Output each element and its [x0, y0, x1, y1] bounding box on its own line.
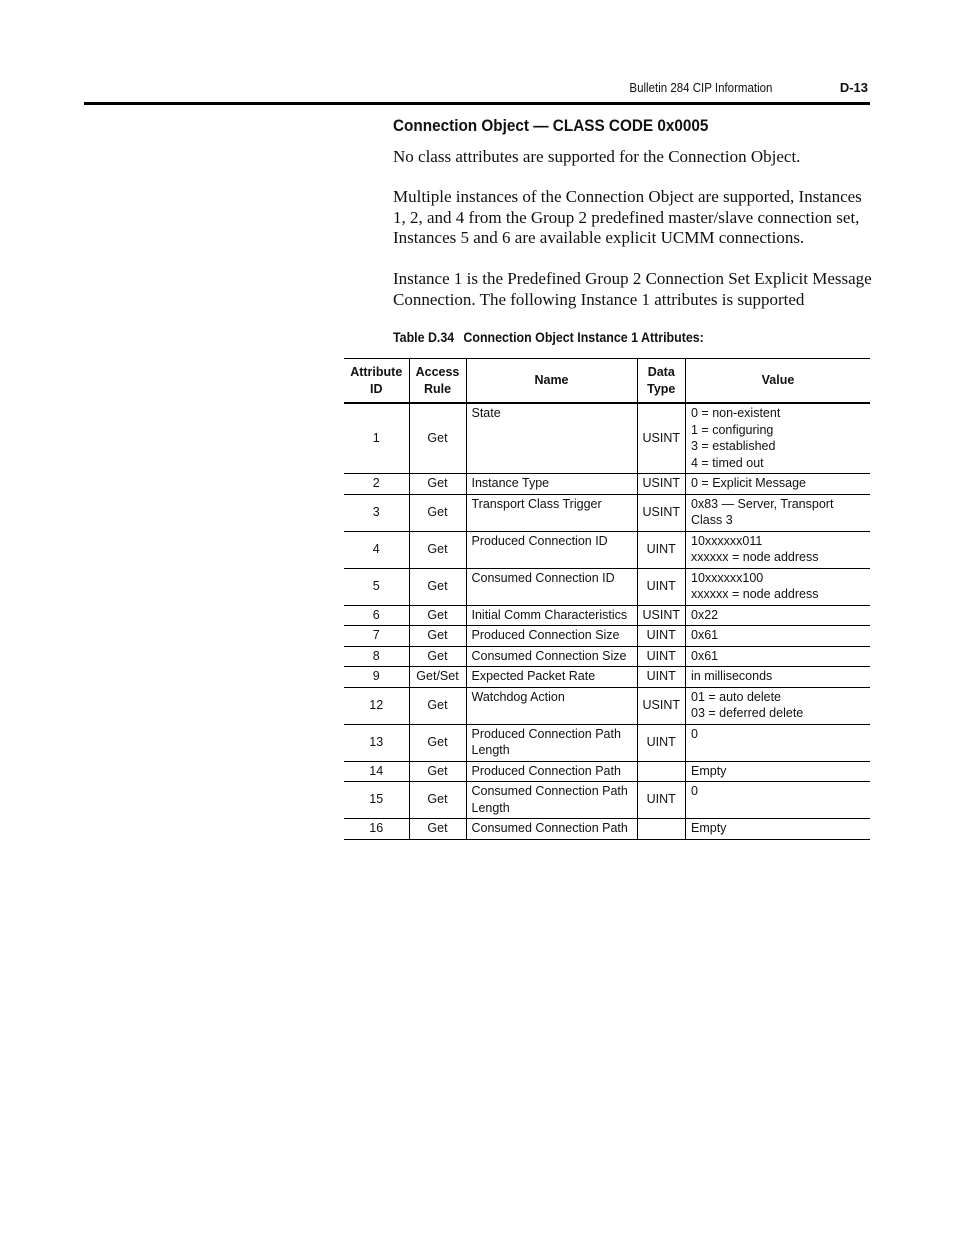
access-rule-cell: Get — [409, 646, 466, 667]
attribute-id-cell: 13 — [344, 724, 409, 761]
name-cell — [466, 605, 637, 626]
cell-line: 4 = timed out — [691, 455, 764, 470]
cell-line: Consumed Connection Size — [471, 648, 627, 663]
access-rule-cell: Get — [409, 568, 466, 605]
cell-line: 01 = auto delete — [691, 689, 782, 704]
attribute-id-cell: 6 — [344, 605, 409, 626]
header-data-type — [637, 359, 686, 404]
header-line: ID — [370, 381, 383, 396]
header-line: Rule — [423, 381, 452, 396]
table-row — [344, 568, 870, 605]
paragraph-2: Multiple instances of the Connection Object are supported, Instances 1, 2, and 4 from the Group 2 predefined master/slave connection set, Instances 5 and 6 are available explicit UCMM connections. — [393, 187, 862, 247]
cell-line: Produced Connection Path — [471, 763, 621, 778]
table-row — [344, 761, 870, 782]
data-type-cell: UINT — [637, 626, 686, 647]
value-cell — [686, 474, 871, 495]
cell-line: 0 = non-existent — [691, 406, 781, 420]
data-type-cell: USINT — [637, 494, 686, 531]
data-type-cell — [637, 819, 686, 840]
access-rule-cell: Get — [409, 724, 466, 761]
cell-line: Produced Connection Path — [471, 726, 621, 741]
cell-line: 1 = configuring — [691, 422, 774, 437]
page-number: D-13 — [839, 80, 868, 95]
data-type-cell: UINT — [637, 531, 686, 568]
table-row — [344, 531, 870, 568]
section-heading: Connection Object — CLASS CODE 0x0005 — [393, 116, 709, 135]
cell-line: Empty — [691, 763, 727, 778]
value-cell — [686, 761, 871, 782]
table-row — [344, 667, 870, 688]
cell-line: Length — [471, 800, 510, 815]
name-cell — [466, 687, 637, 724]
access-rule-cell: Get — [409, 474, 466, 495]
cell-line: Consumed Connection Path — [471, 784, 628, 798]
table-row — [344, 494, 870, 531]
value-cell — [686, 782, 871, 819]
cell-line: Instance Type — [471, 476, 550, 490]
value-cell — [686, 687, 871, 724]
data-type-cell: USINT — [637, 403, 686, 474]
name-cell — [466, 626, 637, 647]
value-cell — [686, 568, 871, 605]
name-cell — [466, 403, 637, 474]
cell-line: 0x83 — Server, Transport — [691, 496, 834, 511]
value-cell — [686, 646, 871, 667]
access-rule-cell: Get — [409, 494, 466, 531]
attribute-id-cell: 2 — [344, 474, 409, 495]
data-type-cell: UINT — [637, 782, 686, 819]
value-cell — [686, 819, 871, 840]
header-line: Access — [415, 365, 460, 379]
cell-line: Produced Connection Size — [471, 628, 620, 642]
cell-line: Watchdog Action — [471, 689, 565, 704]
value-cell — [686, 531, 871, 568]
page-header — [0, 80, 954, 100]
name-cell — [466, 761, 637, 782]
name-cell — [466, 819, 637, 840]
header-line: Data — [647, 365, 675, 379]
table-row — [344, 626, 870, 647]
data-type-cell: UINT — [637, 667, 686, 688]
access-rule-cell: Get — [409, 531, 466, 568]
header-attribute-id — [344, 359, 409, 404]
attribute-id-cell: 9 — [344, 667, 409, 688]
cell-line: 10xxxxxx011 — [691, 533, 763, 548]
value-cell — [686, 667, 871, 688]
header-line: Attribute — [350, 365, 403, 379]
access-rule-cell: Get — [409, 782, 466, 819]
cell-line: 0 = Explicit Message — [691, 476, 806, 490]
table-label: Table D.34 — [393, 330, 455, 345]
header-line: Name — [534, 373, 569, 388]
data-type-cell: USINT — [637, 474, 686, 495]
cell-line: xxxxxx = node address — [691, 550, 819, 564]
attribute-id-cell: 5 — [344, 568, 409, 605]
data-type-cell: UINT — [637, 568, 686, 605]
access-rule-cell: Get — [409, 605, 466, 626]
running-header: Bulletin 284 CIP Information — [629, 81, 772, 95]
table-row — [344, 474, 870, 495]
cell-line: State — [471, 406, 501, 420]
cell-line: Expected Packet Rate — [471, 669, 596, 683]
attribute-id-cell: 16 — [344, 819, 409, 840]
cell-line: xxxxxx = node address — [691, 587, 819, 601]
access-rule-cell: Get — [409, 819, 466, 840]
attributes-table — [344, 358, 870, 840]
cell-line: 0x61 — [691, 648, 719, 663]
header-name — [466, 359, 637, 404]
cell-line: Class 3 — [691, 513, 733, 527]
table-row — [344, 819, 870, 840]
cell-line: Length — [471, 743, 510, 757]
data-type-cell: USINT — [637, 605, 686, 626]
name-cell — [466, 474, 637, 495]
header-line: Type — [647, 381, 676, 396]
attribute-id-cell: 8 — [344, 646, 409, 667]
table-row — [344, 403, 870, 474]
value-cell — [686, 626, 871, 647]
access-rule-cell: Get — [409, 626, 466, 647]
table-row — [344, 687, 870, 724]
header-rule — [84, 102, 870, 105]
attribute-id-cell: 1 — [344, 403, 409, 474]
name-cell — [466, 494, 637, 531]
table-row — [344, 646, 870, 667]
cell-line: in milliseconds — [691, 669, 773, 683]
header-access-rule — [409, 359, 466, 404]
access-rule-cell: Get — [409, 403, 466, 474]
table-row — [344, 724, 870, 761]
name-cell — [466, 667, 637, 688]
data-type-cell: UINT — [637, 646, 686, 667]
access-rule-cell: Get/Set — [409, 667, 466, 688]
name-cell — [466, 782, 637, 819]
table-row — [344, 605, 870, 626]
cell-line: 0x22 — [691, 607, 719, 622]
value-cell — [686, 605, 871, 626]
cell-line: Consumed Connection ID — [471, 570, 615, 585]
table-row — [344, 782, 870, 819]
attribute-id-cell: 3 — [344, 494, 409, 531]
cell-line: 0 — [691, 784, 698, 798]
paragraph-1: No class attributes are supported for the Connection Object. — [393, 147, 801, 166]
cell-line: 3 = established — [691, 439, 776, 453]
attribute-id-cell: 12 — [344, 687, 409, 724]
cell-line: 0x61 — [691, 628, 719, 642]
cell-line: 03 = deferred delete — [691, 706, 804, 720]
name-cell — [466, 531, 637, 568]
cell-line: Consumed Connection Path — [471, 821, 628, 835]
cell-line: Initial Comm Characteristics — [471, 607, 628, 622]
data-type-cell: UINT — [637, 724, 686, 761]
attribute-id-cell: 14 — [344, 761, 409, 782]
value-cell — [686, 494, 871, 531]
attribute-id-cell: 4 — [344, 531, 409, 568]
data-type-cell — [637, 761, 686, 782]
cell-line: 10xxxxxx100 — [691, 570, 764, 585]
value-cell — [686, 724, 871, 761]
table-body — [344, 403, 870, 839]
cell-line: Transport Class Trigger — [471, 496, 602, 511]
header-value — [686, 359, 871, 404]
name-cell — [466, 724, 637, 761]
paragraph-3: Instance 1 is the Predefined Group 2 Connection Set Explicit Message Connection. The following Instance 1 attributes is supported — [393, 269, 872, 309]
cell-line: Empty — [691, 821, 727, 835]
attribute-id-cell: 15 — [344, 782, 409, 819]
table-header-row — [344, 359, 870, 404]
data-type-cell: USINT — [637, 687, 686, 724]
access-rule-cell: Get — [409, 687, 466, 724]
attribute-id-cell: 7 — [344, 626, 409, 647]
value-cell — [686, 403, 871, 474]
table-caption — [393, 330, 704, 345]
name-cell — [466, 568, 637, 605]
header-line: Value — [761, 373, 795, 388]
table-title: Connection Object Instance 1 Attributes: — [463, 330, 704, 345]
cell-line: Produced Connection ID — [471, 533, 608, 548]
access-rule-cell: Get — [409, 761, 466, 782]
name-cell — [466, 646, 637, 667]
cell-line: 0 — [691, 726, 698, 741]
